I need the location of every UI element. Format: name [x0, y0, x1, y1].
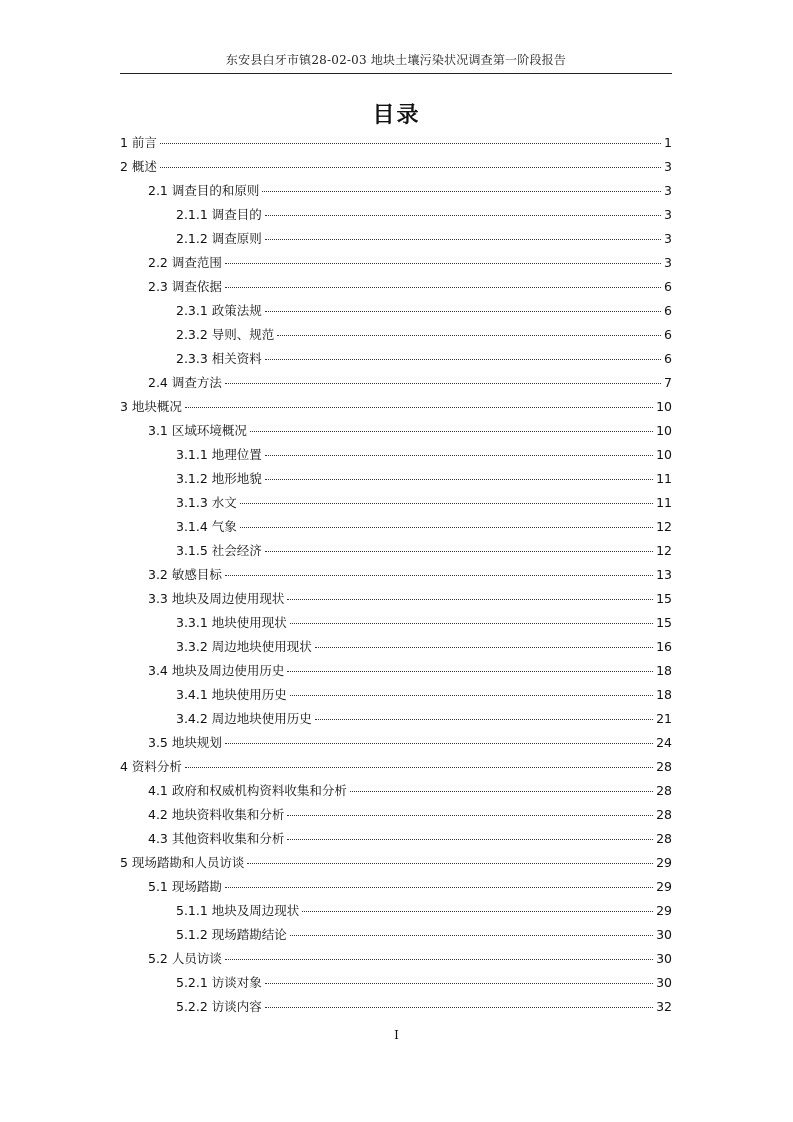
- toc-entry[interactable]: [120, 731, 672, 755]
- toc-entry-label: 3.1.4 气象: [176, 519, 237, 534]
- toc-entry[interactable]: [120, 155, 672, 179]
- dot-leader: [262, 191, 661, 192]
- dot-leader: [265, 479, 653, 480]
- toc-entry-page: 24: [656, 735, 672, 750]
- toc-entry-page: 30: [656, 975, 672, 990]
- toc-entry-label: 5 现场踏勘和人员访谈: [120, 855, 245, 870]
- toc-entry-label: 2.1.2 调查原则: [176, 231, 262, 246]
- dot-leader: [265, 359, 661, 360]
- dot-leader: [225, 959, 653, 960]
- toc-entry-page: 15: [656, 615, 672, 630]
- dot-leader: [225, 887, 653, 888]
- toc-entry[interactable]: [120, 827, 672, 851]
- dot-leader: [240, 503, 653, 504]
- dot-leader: [265, 215, 661, 216]
- toc-entry-page: 3: [664, 159, 672, 174]
- toc-entry-label: 4 资料分析: [120, 759, 182, 774]
- toc-entry-label: 3 地块概况: [120, 399, 182, 414]
- dot-leader: [185, 407, 653, 408]
- dot-leader: [290, 623, 653, 624]
- toc-entry-label: 4.3 其他资料收集和分析: [148, 831, 285, 846]
- dot-leader: [265, 311, 661, 312]
- page-number: I: [394, 1028, 399, 1042]
- toc-entry-page: 29: [656, 879, 672, 894]
- dot-leader: [265, 455, 653, 456]
- toc-entry[interactable]: [120, 539, 672, 563]
- dot-leader: [250, 431, 653, 432]
- toc-entry[interactable]: [120, 491, 672, 515]
- dot-leader: [290, 695, 653, 696]
- toc-entry-label: 3.3.2 周边地块使用现状: [176, 639, 312, 654]
- toc-entry[interactable]: [120, 515, 672, 539]
- dot-leader: [265, 1007, 653, 1008]
- toc-entry-page: 6: [664, 351, 672, 366]
- toc-entry-page: 11: [656, 495, 672, 510]
- toc-entry[interactable]: [120, 395, 672, 419]
- toc-entry-page: 18: [656, 663, 672, 678]
- toc-entry-label: 5.2 人员访谈: [148, 951, 222, 966]
- dot-leader: [287, 839, 653, 840]
- toc-entry-page: 28: [656, 759, 672, 774]
- toc-entry-page: 10: [656, 447, 672, 462]
- dot-leader: [225, 383, 661, 384]
- toc-entry-label: 3.1.3 水文: [176, 495, 237, 510]
- toc-entry[interactable]: [120, 299, 672, 323]
- toc-entry-label: 2.3 调查依据: [148, 279, 222, 294]
- toc-entry-page: 3: [664, 231, 672, 246]
- toc-entry[interactable]: [120, 947, 672, 971]
- toc-entry[interactable]: [120, 587, 672, 611]
- dot-leader: [277, 335, 661, 336]
- toc-entry-label: 2.1.1 调查目的: [176, 207, 262, 222]
- toc-entry-page: 29: [656, 855, 672, 870]
- toc-entry[interactable]: [120, 779, 672, 803]
- toc-entry-page: 6: [664, 303, 672, 318]
- toc-entry[interactable]: [120, 203, 672, 227]
- toc-entry[interactable]: [120, 659, 672, 683]
- toc-entry-page: 6: [664, 327, 672, 342]
- toc-entry-label: 3.1.5 社会经济: [176, 543, 262, 558]
- toc-entry[interactable]: [120, 131, 672, 155]
- dot-leader: [225, 263, 661, 264]
- toc-entry-page: 28: [656, 831, 672, 846]
- toc-entry-page: 1: [664, 135, 672, 150]
- toc-entry[interactable]: [120, 875, 672, 899]
- toc-entry-label: 3.1.1 地理位置: [176, 447, 262, 462]
- dot-leader: [225, 575, 653, 576]
- toc-entry-label: 2.3.3 相关资料: [176, 351, 262, 366]
- dot-leader: [225, 287, 661, 288]
- toc-entry-page: 28: [656, 807, 672, 822]
- dot-leader: [287, 815, 653, 816]
- dot-leader: [247, 863, 653, 864]
- dot-leader: [225, 743, 653, 744]
- dot-leader: [287, 671, 653, 672]
- running-header: 东安县白牙市镇28-02-03 地块土壤污染状况调查第一阶段报告: [225, 53, 567, 67]
- dot-leader: [287, 599, 653, 600]
- toc-entry-page: 3: [664, 207, 672, 222]
- toc-entry-page: 12: [656, 543, 672, 558]
- toc-entry[interactable]: [120, 323, 672, 347]
- toc-entry[interactable]: [120, 179, 672, 203]
- dot-leader: [160, 167, 661, 168]
- toc-entry-label: 5.1 现场踏勘: [148, 879, 222, 894]
- toc-entry[interactable]: [120, 467, 672, 491]
- toc-entry-page: 21: [656, 711, 672, 726]
- dot-leader: [315, 647, 653, 648]
- toc-entry-page: 10: [656, 423, 672, 438]
- toc-entry-label: 3.5 地块规划: [148, 735, 222, 750]
- toc-entry-label: 5.1.1 地块及周边现状: [176, 903, 300, 918]
- toc-entry-label: 3.4 地块及周边使用历史: [148, 663, 285, 678]
- toc-entry-page: 3: [664, 255, 672, 270]
- toc-entry-page: 18: [656, 687, 672, 702]
- toc-entry-label: 4.1 政府和权威机构资料收集和分析: [148, 783, 347, 798]
- toc-entry[interactable]: [120, 227, 672, 251]
- toc-entry-label: 2.2 调查范围: [148, 255, 222, 270]
- toc-entry-page: 15: [656, 591, 672, 606]
- dot-leader: [265, 239, 661, 240]
- toc-entry-label: 1 前言: [120, 135, 157, 150]
- toc-entry-label: 2.3.1 政策法规: [176, 303, 262, 318]
- toc-entry-label: 5.2.2 访谈内容: [176, 999, 262, 1014]
- toc-entry-page: 6: [664, 279, 672, 294]
- toc-entry-label: 3.3.1 地块使用现状: [176, 615, 287, 630]
- toc-entry-label: 3.4.1 地块使用历史: [176, 687, 287, 702]
- toc-entry-label: 3.1 区域环境概况: [148, 423, 247, 438]
- toc-entry-page: 3: [664, 183, 672, 198]
- toc-entry-page: 16: [656, 639, 672, 654]
- toc-entry[interactable]: [120, 635, 672, 659]
- toc-entry[interactable]: [120, 611, 672, 635]
- toc-entry[interactable]: [120, 995, 672, 1019]
- dot-leader: [240, 527, 653, 528]
- toc-title: 目录: [372, 103, 421, 128]
- dot-leader: [160, 143, 661, 144]
- toc-entry[interactable]: [120, 851, 672, 875]
- toc-entry[interactable]: [120, 707, 672, 731]
- toc-entry[interactable]: [120, 971, 672, 995]
- toc-entry-label: 3.1.2 地形地貌: [176, 471, 262, 486]
- toc-entry[interactable]: [120, 443, 672, 467]
- toc-entry-page: 7: [664, 375, 672, 390]
- toc-entry-page: 10: [656, 399, 672, 414]
- toc-entry-label: 2 概述: [120, 159, 157, 174]
- toc-entry-page: 28: [656, 783, 672, 798]
- dot-leader: [350, 791, 653, 792]
- toc-entry[interactable]: [120, 755, 672, 779]
- table-of-contents: [120, 131, 672, 1019]
- toc-entry[interactable]: [120, 419, 672, 443]
- header-rule: [120, 73, 672, 74]
- toc-entry-label: 3.4.2 周边地块使用历史: [176, 711, 312, 726]
- dot-leader: [185, 767, 653, 768]
- toc-entry[interactable]: [120, 275, 672, 299]
- toc-entry-page: 11: [656, 471, 672, 486]
- toc-entry[interactable]: [120, 923, 672, 947]
- toc-entry-label: 3.3 地块及周边使用现状: [148, 591, 285, 606]
- toc-entry-page: 32: [656, 999, 672, 1014]
- dot-leader: [315, 719, 653, 720]
- toc-entry-label: 3.2 敏感目标: [148, 567, 222, 582]
- dot-leader: [302, 911, 653, 912]
- toc-entry-label: 5.2.1 访谈对象: [176, 975, 262, 990]
- toc-entry[interactable]: [120, 371, 672, 395]
- toc-entry[interactable]: [120, 251, 672, 275]
- toc-entry-page: 29: [656, 903, 672, 918]
- toc-entry-label: 4.2 地块资料收集和分析: [148, 807, 285, 822]
- toc-entry-page: 13: [656, 567, 672, 582]
- toc-entry[interactable]: [120, 899, 672, 923]
- dot-leader: [290, 935, 653, 936]
- toc-entry-label: 2.4 调查方法: [148, 375, 222, 390]
- toc-entry-label: 2.1 调查目的和原则: [148, 183, 260, 198]
- dot-leader: [265, 551, 653, 552]
- toc-entry-page: 30: [656, 951, 672, 966]
- toc-entry[interactable]: [120, 347, 672, 371]
- toc-entry[interactable]: [120, 563, 672, 587]
- toc-entry-label: 5.1.2 现场踏勘结论: [176, 927, 287, 942]
- toc-entry-page: 12: [656, 519, 672, 534]
- toc-entry[interactable]: [120, 683, 672, 707]
- dot-leader: [265, 983, 653, 984]
- toc-entry[interactable]: [120, 803, 672, 827]
- toc-entry-label: 2.3.2 导则、规范: [176, 327, 275, 342]
- toc-entry-page: 30: [656, 927, 672, 942]
